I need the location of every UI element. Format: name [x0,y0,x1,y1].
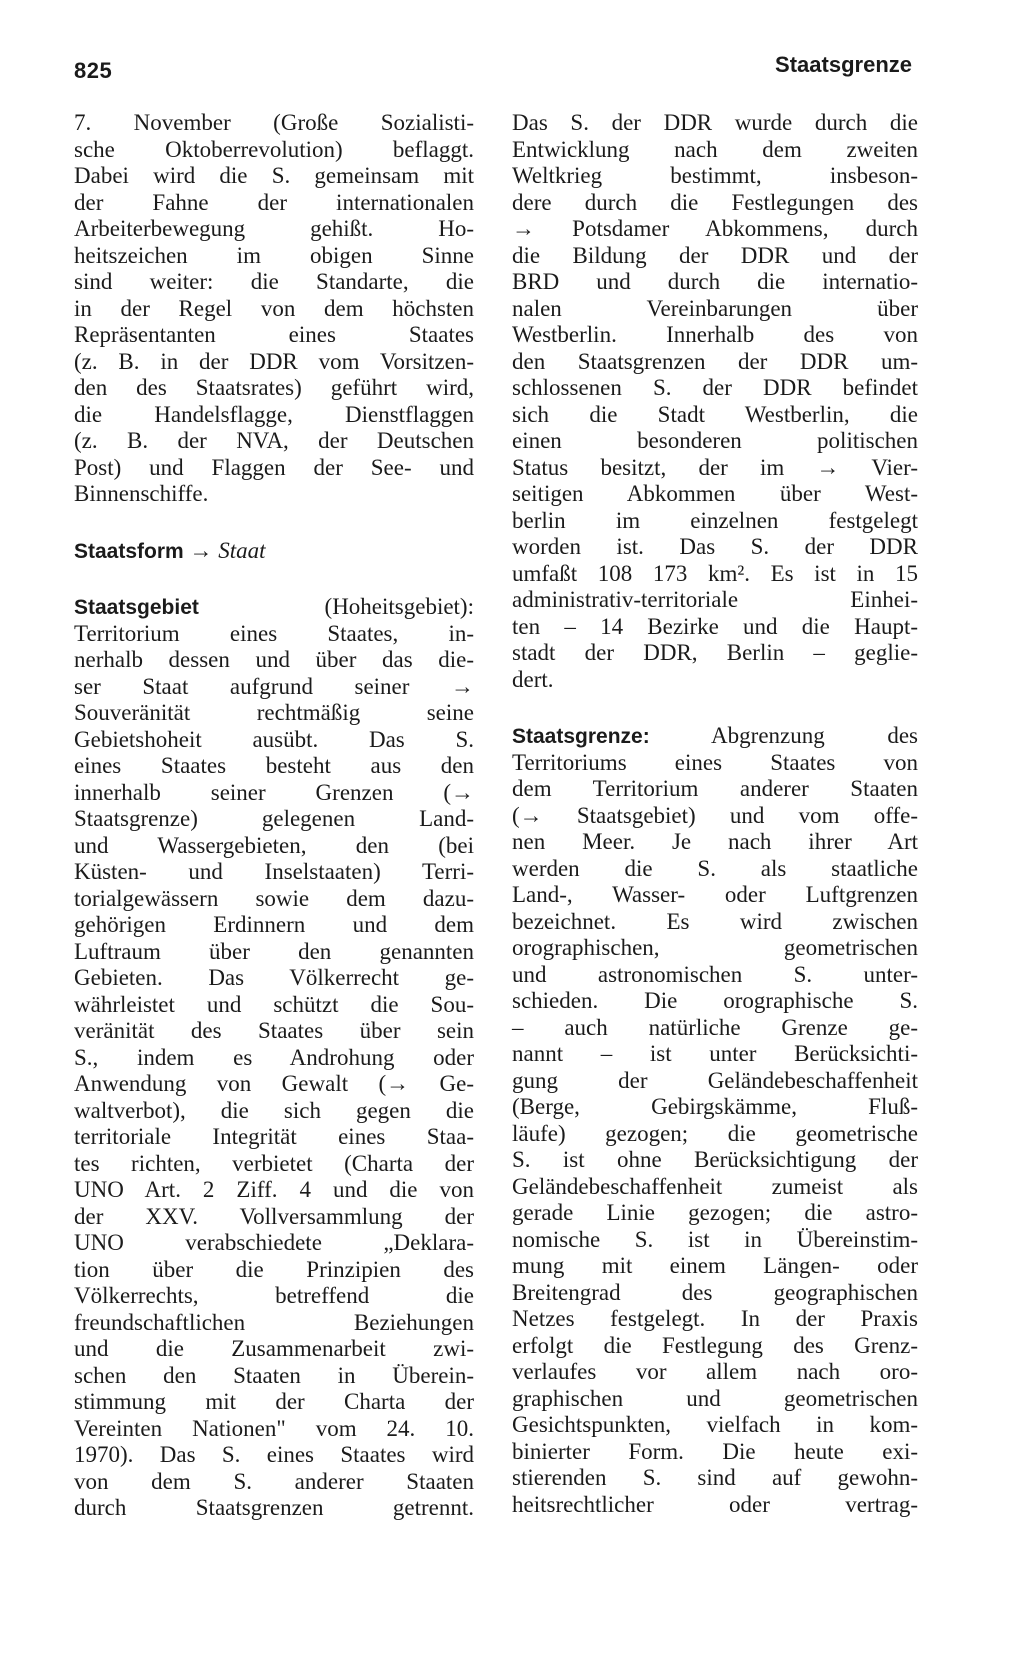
text-line: gerade Linie gezogen; die astro- [512,1200,918,1225]
text-line: Status besitzt, der im → Vier- [512,454,918,480]
text-line: Territorium eines Staates, in- [74,620,474,646]
text-line: sind weiter: die Standarte, die [74,269,474,294]
text-line: nerhalb dessen und über das die- [74,647,474,672]
headword-definition-start: Abgrenzung des [711,723,918,748]
text-line: nen Meer. Je nach ihrer Art [512,829,918,854]
text-line: territoriale Integrität eines Staa- [74,1124,474,1149]
text-line: Repräsentanten eines Staates [74,322,474,347]
text-line: veränität des Staates über sein [74,1018,474,1043]
text-line: Luftraum über den genannten [74,938,474,964]
text-line: heitsrechtlicher oder vertrag- [512,1491,918,1517]
text-line: Territoriums eines Staates von [512,749,918,775]
text-line: innerhalb seiner Grenzen (→ [74,779,474,805]
text-line: den Staatsgrenzen der DDR um- [512,348,918,374]
text-line: torialgewässern sowie dem dazu- [74,885,474,911]
text-line: und Wassergebieten, den (bei [74,832,474,858]
text-line: Völkerrechts, betreffend die [74,1283,474,1308]
text-line [74,594,474,621]
text-line: währleistet und schützt die Sou- [74,991,474,1017]
text-line: und die Zusammenarbeit zwi- [74,1336,474,1361]
text-line: 1970). Das S. eines Staates wird [74,1442,474,1467]
text-line: Dabei wird die S. gemeinsam mit [74,163,474,188]
text-line: S. ist ohne Berücksichtigung der [512,1147,918,1172]
text-line: Gebietshoheit ausübt. Das S. [74,726,474,752]
text-line: Das S. der DDR wurde durch die [512,110,918,135]
text-line: sich die Stadt Westberlin, die [512,401,918,427]
text-line: administrativ-territoriale Einhei- [512,587,918,612]
text-line: ser Staat aufgrund seiner → [74,673,474,699]
text-line: von dem S. anderer Staaten [74,1468,474,1494]
text-line: erfolgt die Festlegung des Grenz- [512,1332,918,1358]
text-line: mung mit einem Längen- oder [512,1253,918,1278]
text-line: die Handelsflagge, Dienstflaggen [74,401,474,427]
text-line: Geländebeschaffenheit zumeist als [512,1173,918,1199]
entry-staatsform [74,538,474,565]
text-line: BRD und durch die internatio- [512,269,918,294]
text-line: heitszeichen im obigen Sinne [74,242,474,268]
text-line: tion über die Prinzipien des [74,1256,474,1282]
cross-reference-staat: Staat [218,537,266,563]
text-line: seitigen Abkommen über West- [512,481,918,506]
text-line: bezeichnet. Es wird zwischen [512,908,918,934]
text-line: schen den Staaten in Überein- [74,1362,474,1388]
text-line: Küsten- und Inselstaaten) Terri- [74,859,474,884]
text-line: verlaufes vor allem nach oro- [512,1359,918,1384]
text-line: einen besonderen politischen [512,428,918,453]
text-line: dem Territorium anderer Staaten [512,776,918,801]
running-head: Staatsgrenze [775,52,912,77]
text-line: S., indem es Androhung oder [74,1044,474,1070]
text-line: ten – 14 Bezirke und die Haupt- [512,613,918,639]
headword-gloss: (Hoheitsgebiet): [324,594,474,619]
text-line: stadt der DDR, Berlin – geglie- [512,640,918,665]
text-line: graphischen und geometrischen [512,1385,918,1411]
text-line: durch Staatsgrenzen getrennt. [74,1495,474,1520]
text-line: worden ist. Das S. der DDR [512,534,918,559]
headword-staatsform: Staatsform [74,539,184,563]
headword-staatsgrenze: Staatsgrenze: [512,725,650,748]
text-line: Staatsgrenze) gelegenen Land- [74,806,474,831]
text-line: freundschaftlichen Beziehungen [74,1309,474,1335]
text-line: den des Staatsrates) geführt wird, [74,375,474,400]
text-line: Netzes festgelegt. In der Praxis [512,1306,918,1331]
text-line: Weltkrieg bestimmt, insbeson- [512,163,918,188]
text-line: stierenden S. sind auf gewohn- [512,1465,918,1490]
text-line: (Berge, Gebirgskämme, Fluß- [512,1094,918,1119]
text-line: → Potsdamer Abkommens, durch [512,216,918,241]
text-line: der XXV. Vollversammlung der [74,1203,474,1229]
text-line: Anwendung von Gewalt (→ Ge- [74,1071,474,1096]
text-line: Gesichtspunkten, vielfach in kom- [512,1412,918,1437]
left-column [74,110,474,1522]
text-line: berlin im einzelnen festgelegt [512,507,918,533]
text-line: Land-, Wasser- oder Luftgrenzen [512,882,918,907]
text-line: sche Oktoberrevolution) beflaggt. [74,136,474,162]
text-line: Westberlin. Innerhalb des von [512,322,918,347]
text-line: dere durch die Festlegungen des [512,189,918,215]
text-line: – auch natürliche Grenze ge- [512,1014,918,1040]
text-line: waltverbot), die sich gegen die [74,1097,474,1123]
right-column [512,110,918,1518]
text-line: dert. [512,666,554,692]
text-line: nalen Vereinbarungen über [512,295,918,321]
text-line: Souveränität rechtmäßig seine [74,700,474,725]
text-line: werden die S. als staatliche [512,855,918,881]
page-number: 825 [74,58,113,83]
text-line: gung der Geländebeschaffenheit [512,1067,918,1093]
text-line: Gebieten. Das Völkerrecht ge- [74,965,474,990]
text-line: die Bildung der DDR und der [512,242,918,268]
text-line: Post) und Flaggen der See- und [74,454,474,480]
text-line: (z. B. in der DDR vom Vorsitzen- [74,348,474,374]
text-line: gehörigen Erdinnern und dem [74,912,474,937]
text-line: in der Regel von dem höchsten [74,295,474,321]
text-line: nomische S. ist in Übereinstim- [512,1226,918,1252]
text-line: UNO verabschiedete „Deklara- [74,1230,474,1255]
text-line: nannt – ist unter Berücksichti- [512,1041,918,1066]
entry-staatsgrenze [512,723,918,1518]
text-line: Breitengrad des geographischen [512,1279,918,1305]
text-line: 7. November (Große Sozialisti- [74,110,474,135]
text-line: (z. B. der NVA, der Deutschen [74,428,474,453]
text-line: läufe) gezogen; die geometrische [512,1120,918,1146]
text-line: UNO Art. 2 Ziff. 4 und die von [74,1177,474,1202]
text-line: eines Staates besteht aus den [74,753,474,778]
entry-staatsgebiet [74,594,474,1522]
text-line: binierter Form. Die heute exi- [512,1438,918,1464]
text-line: schlossenen S. der DDR befindet [512,375,918,400]
text-line: schieden. Die orographische S. [512,988,918,1013]
text-line: (→ Staatsgebiet) und vom offe- [512,802,918,828]
text-line: Vereinten Nationen" vom 24. 10. [74,1415,474,1441]
text-line: stimmung mit der Charta der [74,1389,474,1414]
text-line: tes richten, verbietet (Charta der [74,1150,474,1176]
headword-staatsgebiet: Staatsgebiet [74,596,199,619]
text-line: orographischen, geometrischen [512,935,918,960]
text-line: umfaßt 108 173 km². Es ist in 15 [512,560,918,586]
continued-paragraph [512,110,918,693]
continued-paragraph [74,110,474,508]
text-line: Entwicklung nach dem zweiten [512,136,918,162]
text-line: und astronomischen S. unter- [512,961,918,987]
text-line: der Fahne der internationalen [74,189,474,215]
text-line: Binnenschiffe. [74,481,209,506]
cross-reference-arrow: → [189,537,213,563]
text-line: Arbeiterbewegung gehißt. Ho- [74,216,474,241]
text-line [512,723,918,750]
